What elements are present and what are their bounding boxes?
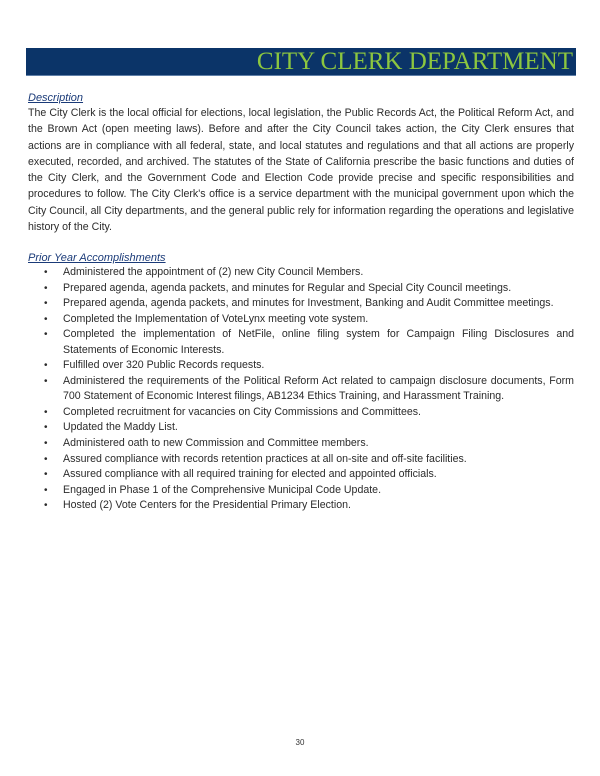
- page-number: 30: [295, 738, 305, 747]
- list-item-text: Updated the Maddy List.: [63, 421, 178, 434]
- bullet-icon: •: [44, 360, 48, 372]
- list-item: [28, 358, 574, 373]
- list-item-text: Assured compliance with all required training for elected and appointed officials.: [63, 468, 437, 481]
- list-item: [28, 452, 574, 467]
- bullet-icon: •: [44, 422, 48, 434]
- description-heading: Description: [28, 92, 84, 104]
- list-item: [28, 281, 574, 296]
- accomplishments-list: [28, 265, 574, 514]
- bullet-icon: •: [44, 298, 48, 310]
- list-item-text: Completed the implementation of NetFile, online filing system for Campaign Filing Disclosures and Statements of Economic Interests.: [63, 328, 574, 356]
- list-item: [28, 312, 574, 327]
- department-title-banner: [26, 48, 576, 76]
- list-item: [28, 436, 574, 451]
- accomplishments-heading: Prior Year Accomplishments: [28, 252, 166, 264]
- list-item-text: Prepared agenda, agenda packets, and minutes for Regular and Special City Council meetings.: [63, 281, 512, 294]
- bullet-icon: •: [44, 282, 48, 294]
- bullet-icon: •: [44, 500, 48, 512]
- bullet-icon: •: [44, 484, 48, 496]
- list-item: [28, 420, 574, 435]
- list-item: [28, 327, 574, 358]
- page-title: CITY CLERK DEPARTMENT: [256, 47, 573, 75]
- bullet-icon: •: [44, 313, 48, 325]
- list-item: [28, 265, 574, 280]
- bullet-icon: •: [44, 437, 48, 449]
- list-item-text: Hosted (2) Vote Centers for the Presidential Primary Election.: [63, 499, 351, 512]
- bullet-icon: •: [44, 375, 48, 387]
- bullet-icon: •: [44, 267, 48, 278]
- list-item-text: Prepared agenda, agenda packets, and minutes for Investment, Banking and Audit Committee meetings.: [63, 297, 554, 310]
- list-item-text: Fulfilled over 320 Public Records requests.: [63, 359, 265, 372]
- list-item-text: Administered the appointment of (2) new City Council Members.: [63, 266, 364, 278]
- list-item: [28, 467, 574, 482]
- bullet-icon: •: [44, 329, 48, 341]
- list-item-text: Completed recruitment for vacancies on City Commissions and Committees.: [63, 405, 421, 418]
- bullet-icon: •: [44, 469, 48, 481]
- list-item-text: Administered the requirements of the Political Reform Act related to campaign disclosure documents, Form 700 Statement of Economic Interest filings, AB1234 Ethics Training, and Harassment Training.: [63, 374, 574, 403]
- list-item: [28, 498, 574, 513]
- list-item: [28, 483, 574, 498]
- list-item: [28, 374, 574, 405]
- list-item-text: Administered oath to new Commission and Committee members.: [63, 436, 369, 449]
- list-item: [28, 296, 574, 311]
- list-item: [28, 405, 574, 420]
- description-paragraph: The City Clerk is the local official for elections, local legislation, the Public Records Act, the Political Reform Act, and the Brown Act (open meeting laws). Before and after the City Council takes action, the City Clerk ensures that actions are in compliance with all federal, state, and local statutes and regulations and that all actions are properly executed, recorded, and archived. The statutes of the State of California prescribe the basic functions and duties of the City Clerk, and the Government Code and Election Code provide precise and specific responsibilities and procedures to follow. The City Clerk's office is a service department with the municipal government upon which the City Council, all City departments, and the general public rely for information regarding the operations and legislative history of the City.: [28, 107, 574, 234]
- list-item-text: Assured compliance with records retention practices at all on-site and off-site facilities.: [63, 452, 467, 465]
- bullet-icon: •: [44, 406, 48, 418]
- list-item-text: Completed the Implementation of VoteLynx meeting vote system.: [63, 312, 369, 325]
- list-item-text: Engaged in Phase 1 of the Comprehensive Municipal Code Update.: [63, 483, 382, 496]
- bullet-icon: •: [44, 453, 48, 465]
